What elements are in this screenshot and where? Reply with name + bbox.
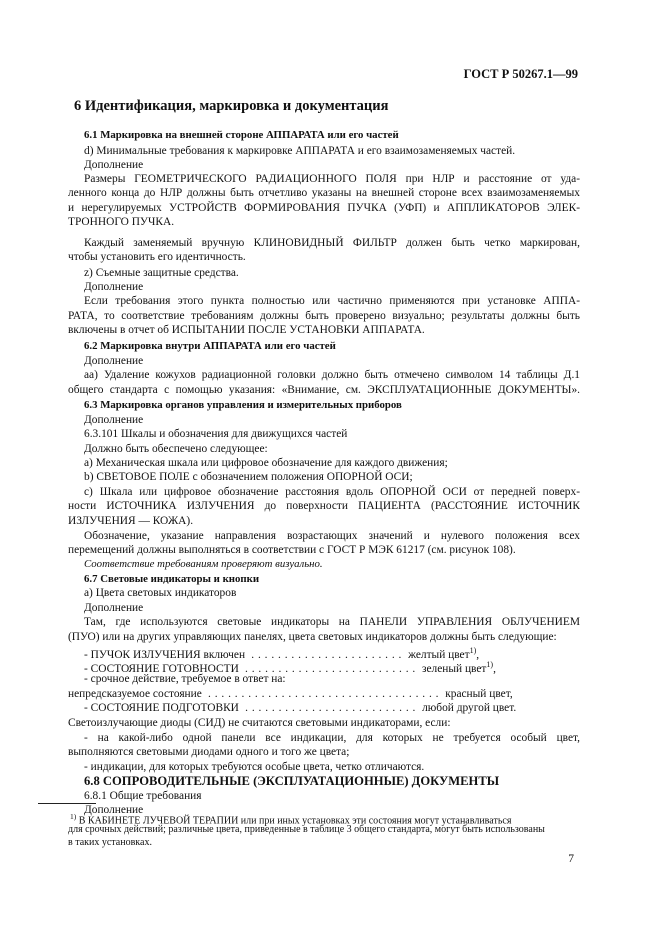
indicator-state: - СОСТОЯНИЕ ПОДГОТОВКИ: [84, 702, 239, 714]
heading-6-2: 6.2 Маркировка внутри АППАРАТА или его частей: [84, 340, 336, 352]
paragraph-line: Там, где используются световые индикаторы на ПАНЕЛИ УПРАВЛЕНИЯ ОБЛУЧЕНИЕМ: [84, 616, 580, 628]
footnote-ref: 1): [486, 660, 494, 669]
clause-a-colors: а) Цвета световых индикаторов: [84, 587, 237, 599]
heading-6-3: 6.3 Маркировка органов управления и измерительных приборов: [84, 399, 402, 411]
paragraph-line: (ПУО) или на других управляющих панелях, цвета световых индикаторов должны быть следующие:: [68, 631, 557, 643]
page-number: 7: [568, 853, 574, 865]
indicator-state: - ПУЧОК ИЗЛУЧЕНИЯ включен: [84, 648, 246, 661]
paragraph-line: Каждый заменяемый вручную КЛИНОВИДНЫЙ ФИЛЬТР должен быть четко маркирован,: [84, 237, 580, 249]
supplement-label: Дополнение: [84, 804, 144, 816]
leader-dots: . . . . . . . . . . . . . . . . . . . . . . .: [247, 648, 406, 661]
heading-6-7: 6.7 Световые индикаторы и кнопки: [84, 573, 260, 585]
footnote-text: В КАБИНЕТЕ ЛУЧЕВОЙ ТЕРАПИИ или при иных установках эти состояния могут устанавливаться: [78, 815, 512, 827]
indicator-row-urgent: - срочное действие, требуемое в ответ на:: [84, 673, 286, 685]
clause-aa: аа) Удаление кожухов радиационной головки должно быть отмечено символом 14 таблицы Д.1: [84, 369, 580, 381]
paragraph-line: - индикации, для которых требуются особые цвета, четко отличаются.: [84, 761, 425, 773]
clause-z: z) Съемные защитные средства.: [84, 267, 239, 279]
list-item-a: а) Механическая шкала или цифровое обозначение для каждого движения;: [84, 457, 448, 469]
footnote-separator: [38, 803, 96, 804]
paragraph-line: ленного конца до НЛР должны быть отчетливо указаны на внешней стороне всех взаимозаменяемых: [68, 187, 580, 199]
paragraph-line: Обозначение, указание направления возрастающих значений и нулевого положения всех: [84, 530, 580, 542]
paragraph-line: общего стандарта с помощью указания: «Внимание, см. ЭКСПЛУАТАЦИОННЫЕ ДОКУМЕНТЫ».: [68, 384, 580, 396]
leader-dots: . . . . . . . . . . . . . . . . . . . . . . . . . . . . . . . . . . .: [204, 688, 443, 700]
indicator-row-ready: - СОСТОЯНИЕ ГОТОВНОСТИ . . . . . . . . . . . . . . . . . . . . . . . . . . зеленый цвет$^{1)}$,: [84, 660, 496, 675]
list-item-b: b) СВЕТОВОЕ ПОЛЕ с обозначением положения ОПОРНОЙ ОСИ;: [84, 471, 413, 483]
paragraph-line: Размеры ГЕОМЕТРИЧЕСКОГО РАДИАЦИОННОГО ПОЛЯ при НЛР и расстояние от уда-: [84, 173, 580, 185]
footnote-line: для срочных действий; различные цвета, приведенные в таблице 3 общего стандарта, могут быть использованы: [68, 824, 545, 835]
heading-6-8-1: 6.8.1 Общие требования: [84, 790, 202, 802]
paragraph-line: и нерегулируемых УСТРОЙСТВ ФОРМИРОВАНИЯ ПУЧКА (УФП) и АППЛИКАТОРОВ ЭЛЕК-: [68, 202, 580, 214]
indicator-row-unpredictable: [68, 687, 580, 701]
list-item-c: с) Шкала или цифровое обозначение расстояния вдоль ОПОРНОЙ ОСИ от передней поверх-: [84, 486, 580, 498]
paragraph-line: перемещений должны выполняться в соответствии с ГОСТ Р МЭК 61217 (см. рисунок 108).: [68, 544, 516, 556]
paragraph-line: ности ИСТОЧНИКА ИЗЛУЧЕНИЯ до поверхности ПАЦИЕНТА (РАССТОЯНИЕ ИСТОЧНИК: [68, 500, 580, 512]
paragraph-line: - на какой-либо одной панели все индикации, для которых не требуется особый цвет,: [84, 732, 580, 744]
supplement-label: Дополнение: [84, 602, 144, 614]
paragraph-line: ИЗЛУЧЕНИЯ — КОЖА).: [68, 515, 194, 527]
indicator-color: желтый цвет: [408, 648, 470, 661]
section-6-title: 6 Идентификация, маркировка и документация: [74, 98, 389, 114]
footnote-mark: 1): [70, 812, 77, 821]
paragraph-line: Должно быть обеспечено следующее:: [84, 443, 268, 455]
heading-6-8: 6.8 СОПРОВОДИТЕЛЬНЫЕ (ЭКСПЛУАТАЦИОННЫЕ) ДОКУМЕНТЫ: [84, 774, 500, 788]
leader-dots: . . . . . . . . . . . . . . . . . . . . . . . . . .: [241, 702, 420, 714]
footnote-ref: 1): [469, 646, 477, 655]
supplement-label: Дополнение: [84, 414, 144, 426]
indicator-color: любой другой цвет.: [422, 702, 517, 714]
clause-d: d) Минимальные требования к маркировке АППАРАТА и его взаимозаменяемых частей.: [84, 145, 516, 157]
indicator-row-beam: - ПУЧОК ИЗЛУЧЕНИЯ включен . . . . . . . . . . . . . . . . . . . . . . . желтый цвет$^{1)}$,: [84, 646, 480, 661]
supplement-label: Дополнение: [84, 159, 144, 171]
heading-6-3-101: 6.3.101 Шкалы и обозначения для движущихся частей: [84, 428, 348, 440]
supplement-label: Дополнение: [84, 355, 144, 367]
indicator-state: - СОСТОЯНИЕ ГОТОВНОСТИ: [84, 662, 239, 675]
footnote-line: в таких установках.: [68, 837, 152, 848]
paragraph-line: выполняются световыми диодами одного и того же цвета;: [68, 746, 350, 758]
paragraph-line: РАТА, то соответствие требованиям должны быть проверено визуально; результаты должны быть: [68, 310, 580, 322]
indicator-state: непредсказуемое состояние: [68, 688, 202, 700]
leader-dots: . . . . . . . . . . . . . . . . . . . . . . . . . .: [241, 662, 420, 675]
paragraph-line: Светоизлучающие диоды (СИД) не считаются световыми индикаторами, если:: [68, 717, 451, 729]
indicator-color: красный цвет,: [445, 688, 513, 700]
indicator-color: зеленый цвет: [421, 662, 487, 675]
supplement-label: Дополнение: [84, 281, 144, 293]
verification-note: Соответствие требованиям проверяют визуально.: [84, 558, 323, 570]
indicator-row-prep: [84, 701, 580, 715]
paragraph-line: Если требования этого пункта полностью или частично применяются при установке АППА-: [84, 295, 580, 307]
heading-6-1: 6.1 Маркировка на внешней стороне АППАРАТА или его частей: [84, 129, 399, 141]
paragraph-line: ТРОННОГО ПУЧКА.: [68, 216, 175, 228]
paragraph-line: чтобы установить его идентичность.: [68, 251, 246, 263]
document-code: ГОСТ Р 50267.1—99: [463, 67, 578, 81]
paragraph-line: включены в отчет об ИСПЫТАНИИ ПОСЛЕ УСТАНОВКИ АППАРАТА.: [68, 324, 425, 336]
